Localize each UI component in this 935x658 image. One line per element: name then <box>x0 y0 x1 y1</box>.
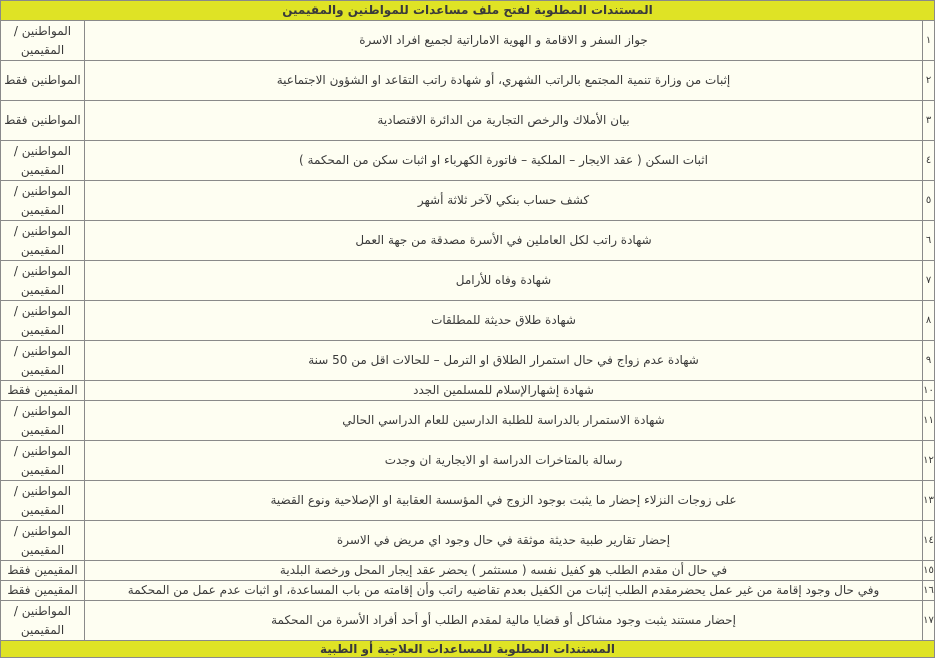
applicable-to: المواطنين / المقيمين <box>1 181 85 221</box>
required-document: في حال أن مقدم الطلب هو كفيل نفسه ( مستثمر ) يحضر عقد إيجار المحل ورخصة البلدية <box>85 561 923 581</box>
table-row <box>1 301 935 341</box>
row-number: ٤ <box>923 141 935 181</box>
required-document: كشف حساب بنكي لآخر ثلاثة أشهر <box>85 181 923 221</box>
row-number: ٣ <box>923 101 935 141</box>
required-document: إثبات من وزارة تنمية المجتمع بالراتب الشهري، أو شهادة راتب التقاعد او الشؤون الاجتماعية <box>85 61 923 101</box>
table-row <box>1 401 935 441</box>
row-number: ١ <box>923 21 935 61</box>
section-title-assistance-file: المستندات المطلوبة لفتح ملف مساعدات للمواطنين والمقيمين <box>1 1 935 21</box>
row-number: ١٦ <box>923 581 935 601</box>
row-number: ١٢ <box>923 441 935 481</box>
applicable-to: المواطنين / المقيمين <box>1 261 85 301</box>
applicable-to: المواطنين / المقيمين <box>1 301 85 341</box>
table-row <box>1 261 935 301</box>
required-document: على زوجات النزلاء إحضار ما يثبت بوجود الزوج في المؤسسة العقابية او الإصلاحية ونوع القضية <box>85 481 923 521</box>
required-document: شهادة عدم زواج في حال استمرار الطلاق او الترمل – للحالات اقل من 50 سنة <box>85 341 923 381</box>
applicable-to: المواطنين / المقيمين <box>1 401 85 441</box>
required-document: إحضار مستند يثبت وجود مشاكل أو قضايا مالية لمقدم الطلب أو أحد أفراد الأسرة من المحكمة <box>85 601 923 641</box>
required-document: وفي حال وجود إقامة من غير عمل يحضرمقدم الطلب إثبات من الكفيل بعدم تقاضيه راتب وأن إقامته من باب المساعدة، او اثبات عدم عمل من المحكمة <box>85 581 923 601</box>
required-document: شهادة الاستمرار بالدراسة للطلبة الدارسين للعام الدراسي الحالي <box>85 401 923 441</box>
applicable-to: المواطنين / المقيمين <box>1 21 85 61</box>
applicable-to: المواطنين فقط <box>1 101 85 141</box>
table-row <box>1 561 935 581</box>
row-number: ٢ <box>923 61 935 101</box>
required-document: اثبات السكن ( عقد الايجار – الملكية – فاتورة الكهرباء او اثبات سكن من المحكمة ) <box>85 141 923 181</box>
table-row <box>1 441 935 481</box>
applicable-to: المقيمين فقط <box>1 561 85 581</box>
row-number: ١٤ <box>923 521 935 561</box>
applicable-to: المواطنين / المقيمين <box>1 341 85 381</box>
applicable-to: المواطنين / المقيمين <box>1 221 85 261</box>
applicable-to: المقيمين فقط <box>1 381 85 401</box>
required-document: شهادة إشهارالإسلام للمسلمين الجدد <box>85 381 923 401</box>
applicable-to: المقيمين فقط <box>1 581 85 601</box>
required-document: شهادة وفاه للأرامل <box>85 261 923 301</box>
applicable-to: المواطنين / المقيمين <box>1 481 85 521</box>
row-number: ١٣ <box>923 481 935 521</box>
table-row <box>1 381 935 401</box>
table-row <box>1 221 935 261</box>
required-document: إحضار تقارير طبية حديثة موثقة في حال وجود اي مريض في الاسرة <box>85 521 923 561</box>
table-row <box>1 181 935 221</box>
applicable-to: المواطنين / المقيمين <box>1 441 85 481</box>
required-document: بيان الأملاك والرخص التجارية من الدائرة الاقتصادية <box>85 101 923 141</box>
applicable-to: المواطنين / المقيمين <box>1 521 85 561</box>
applicable-to: المواطنين فقط <box>1 61 85 101</box>
section-title-medical-assistance: المستندات المطلوبة للمساعدات العلاجية أو الطبية <box>1 641 935 658</box>
row-number: ١٠ <box>923 381 935 401</box>
applicable-to: المواطنين / المقيمين <box>1 141 85 181</box>
row-number: ٦ <box>923 221 935 261</box>
required-document: شهادة طلاق حديثة للمطلقات <box>85 301 923 341</box>
table-row <box>1 601 935 641</box>
table-row <box>1 141 935 181</box>
row-number: ١٧ <box>923 601 935 641</box>
table-row <box>1 61 935 101</box>
required-document: رسالة بالمتاخرات الدراسة او الايجارية ان وجدت <box>85 441 923 481</box>
table-row <box>1 341 935 381</box>
table-row <box>1 21 935 61</box>
table-row <box>1 581 935 601</box>
table-row <box>1 481 935 521</box>
table-row <box>1 101 935 141</box>
documents-rows <box>1 21 935 641</box>
required-document: جواز السفر و الاقامة و الهوية الاماراتية لجميع افراد الاسرة <box>85 21 923 61</box>
row-number: ٧ <box>923 261 935 301</box>
row-number: ١٥ <box>923 561 935 581</box>
row-number: ١١ <box>923 401 935 441</box>
applicable-to: المواطنين / المقيمين <box>1 601 85 641</box>
row-number: ٨ <box>923 301 935 341</box>
row-number: ٩ <box>923 341 935 381</box>
required-document: شهادة راتب لكل العاملين في الأسرة مصدقة من جهة العمل <box>85 221 923 261</box>
row-number: ٥ <box>923 181 935 221</box>
table-row <box>1 521 935 561</box>
